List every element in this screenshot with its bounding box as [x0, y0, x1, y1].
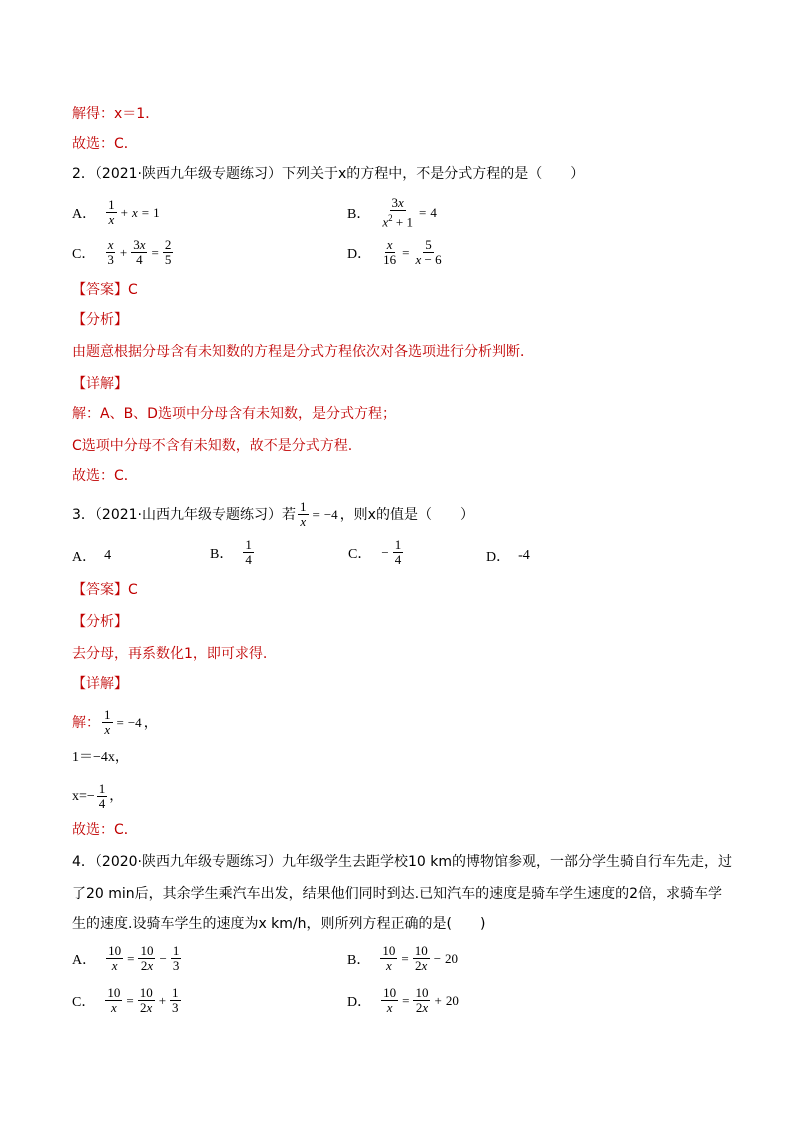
- q4-option-d: D． $\frac{10}{x}$ = $\frac{10}{2x}$ + 20: [347, 985, 459, 1015]
- q3-analysis-tag: 【分析】: [72, 614, 128, 630]
- q3-detail-tag: 【详解】: [72, 676, 128, 692]
- q3-answer: 【答案】C: [72, 582, 138, 598]
- q2-analysis-tag: 【分析】: [72, 312, 128, 328]
- q3-option-a: A． 4: [72, 548, 112, 565]
- q2-option-c: C． $\frac{x}{3}$ + $\frac{3x}{4}$ = $\frac{2}{5}$: [72, 237, 172, 267]
- q3-step-3: x=− $\frac{1}{4}$ ，: [72, 781, 124, 811]
- q4-stem-2: 了20 min后，其余学生乘汽车出发，结果他们同时到达.已知汽车的速度是骑车学生速度的2倍，求骑车学: [72, 886, 723, 902]
- q2-detail-2: C选项中分母不含有未知数，故不是分式方程.: [72, 438, 353, 454]
- q3-option-c: C． − $\frac{1}{4}$: [348, 537, 402, 567]
- choose-line: 故选：C．: [72, 136, 138, 152]
- q4-option-a: A． $\frac{10}{x}$ = $\frac{10}{2x}$ − $\frac{1}{3}$: [72, 943, 180, 973]
- q2-option-d: D． $\frac{x}{16}$ = $\frac{5}{x - 6}$: [347, 237, 442, 267]
- q2-option-a: A． $\frac{1}{x}$ + x = 1: [72, 197, 160, 227]
- q3-option-d: D． -4: [486, 548, 530, 565]
- q4-stem-1: 4．（2020·陕西九年级专题练习）九年级学生去距学校10 km的博物馆参观，一部分学生骑自行车先走，过: [72, 854, 732, 870]
- q3-stem: 3．（2021·山西九年级专题练习）若 $\frac{1}{x}$ = −4 ，则x的值是（ ）: [72, 499, 474, 529]
- q2-analysis: 由题意根据分母含有未知数的方程是分式方程依次对各选项进行分析判断．: [72, 344, 534, 360]
- q4-option-c: C． $\frac{10}{x}$ = $\frac{10}{2x}$ + $\frac{1}{3}$: [72, 985, 179, 1015]
- q2-answer: 【答案】C: [72, 282, 138, 298]
- q4-option-b: B． $\frac{10}{x}$ = $\frac{10}{2x}$ − 20: [347, 943, 459, 973]
- q2-option-b: B． $\frac{3x}{x^2 + 1}$ = 4: [347, 195, 437, 230]
- q2-stem: 2．（2021·陕西九年级专题练习）下列关于x的方程中，不是分式方程的是（ ）: [72, 166, 585, 182]
- q2-detail-1: 解：A、B、D选项中分母含有未知数，是分式方程；: [72, 406, 396, 422]
- q3-option-b: B． $\frac{1}{4}$: [210, 537, 252, 567]
- q4-stem-3: 生的速度.设骑车学生的速度为x km/h，则所列方程正确的是( ): [72, 916, 486, 932]
- q3-step-2: 1＝−4x，: [72, 750, 129, 765]
- q3-analysis: 去分母，再系数化1，即可求得.: [72, 646, 268, 662]
- q3-choose: 故选：C．: [72, 822, 138, 838]
- q2-detail-tag: 【详解】: [72, 376, 128, 392]
- q2-choose: 故选：C．: [72, 468, 138, 484]
- q3-step-1: 解： $\frac{1}{x}$ = −4 ，: [72, 707, 158, 737]
- solve-line: 解得：x＝1．: [72, 106, 160, 122]
